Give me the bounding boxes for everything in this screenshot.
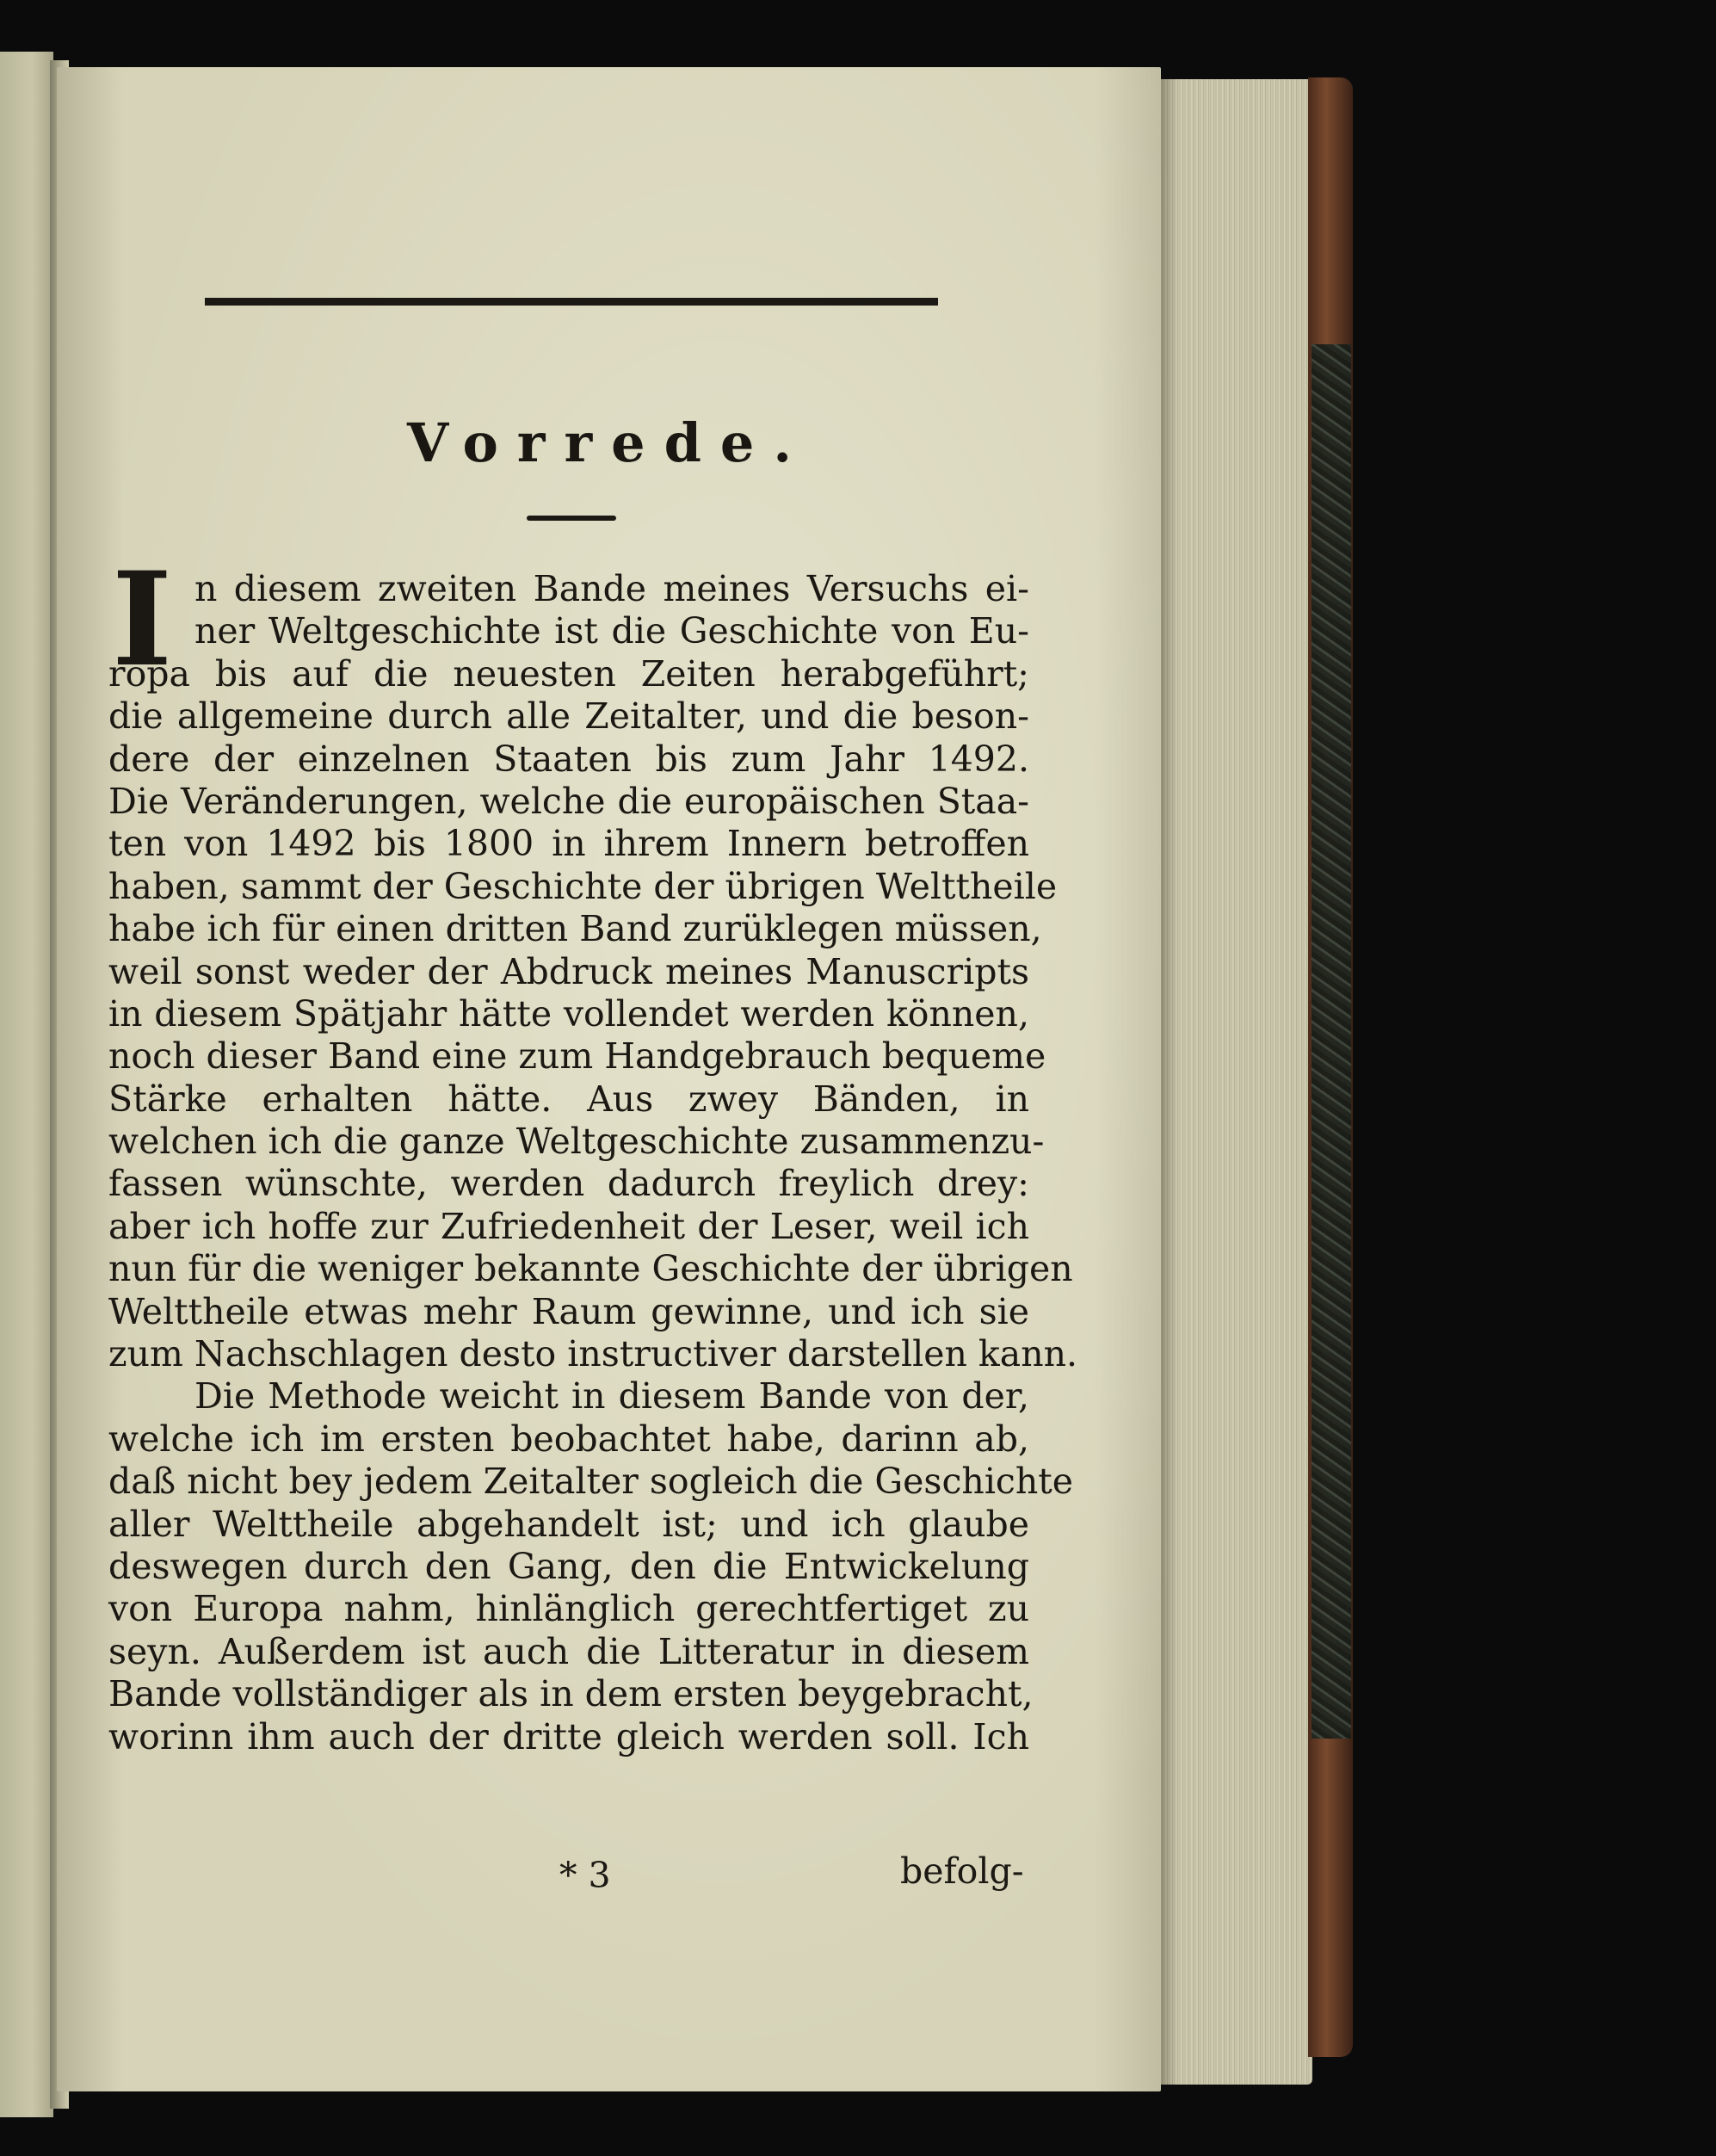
drop-capital: I (112, 544, 173, 695)
text-line: aber ich hoffe zur Zufriedenheit der Leser, weil ich (108, 1205, 1029, 1247)
marbled-spine-panel (1312, 344, 1351, 1739)
text-line: fassen wünschte, werden dadurch freylich drey: (108, 1163, 1029, 1205)
text-line: welchen ich die ganze Weltgeschichte zusammenzu- (108, 1121, 1045, 1163)
page-block-edges (1157, 79, 1312, 2085)
text-line: Stärke erhalten hätte. Aus zwey Bänden, in (108, 1078, 1029, 1120)
text-line: in diesem Spätjahr hätte vollendet werden können, (108, 992, 1029, 1035)
body-text (108, 568, 1078, 1758)
page-title: Vorrede. (407, 411, 811, 474)
text-line: die allgemeine durch alle Zeitalter, und die beson- (108, 695, 1029, 738)
text-line: von Europa nahm, hinlänglich gerechtfertiget zu (108, 1588, 1029, 1630)
text-line: Welttheile etwas mehr Raum gewinne, und ich sie (108, 1290, 1029, 1332)
catchword: befolg- (900, 1850, 1024, 1892)
text-line: Die Veränderungen, welche die europäischen Staa- (108, 780, 1029, 822)
text-line: ropa bis auf die neuesten Zeiten herabgeführt; (108, 652, 1029, 695)
text-line: haben, sammt der Geschichte der übrigen Welttheile (108, 865, 1058, 907)
facing-page-edge (0, 52, 53, 2117)
text-line: noch dieser Band eine zum Handgebrauch bequeme (108, 1035, 1046, 1078)
title-ornament-rule (527, 516, 616, 521)
text-line: n diesem zweiten Bande meines Versuchs ei- (194, 568, 1029, 609)
text-line: daß nicht bey jedem Zeitalter sogleich die Geschichte (108, 1461, 1074, 1503)
text-line: habe ich für einen dritten Band zurüklegen müssen, (108, 908, 1042, 950)
header-rule (205, 298, 938, 306)
text-line: aller Welttheile abgehandelt ist; und ich glaube (108, 1503, 1029, 1545)
text-line: zum Nachschlagen desto instructiver darstellen kann. (108, 1333, 1078, 1375)
signature-mark: * 3 (559, 1855, 611, 1896)
text-line: ten von 1492 bis 1800 in ihrem Innern betroffen (108, 823, 1029, 865)
text-line: seyn. Außerdem ist auch die Litteratur in diesem (108, 1630, 1029, 1672)
text-line: ner Weltgeschichte ist die Geschichte von Eu- (194, 610, 1029, 652)
text-line: worinn ihm auch der dritte gleich werden soll. Ich (108, 1715, 1029, 1758)
text-line: Bande vollständiger als in dem ersten beygebracht, (108, 1673, 1034, 1715)
text-line: weil sonst weder der Abdruck meines Manuscripts (108, 950, 1029, 992)
text-line: nun für die weniger bekannte Geschichte der übrigen (108, 1248, 1073, 1290)
text-line: Die Methode weicht in diesem Bande von der, (194, 1375, 1029, 1418)
text-line: welche ich im ersten beobachtet habe, darinn ab, (108, 1418, 1029, 1460)
text-line: deswegen durch den Gang, den die Entwickelung (108, 1545, 1029, 1587)
text-line: dere der einzelnen Staaten bis zum Jahr 1492. (108, 738, 1029, 780)
